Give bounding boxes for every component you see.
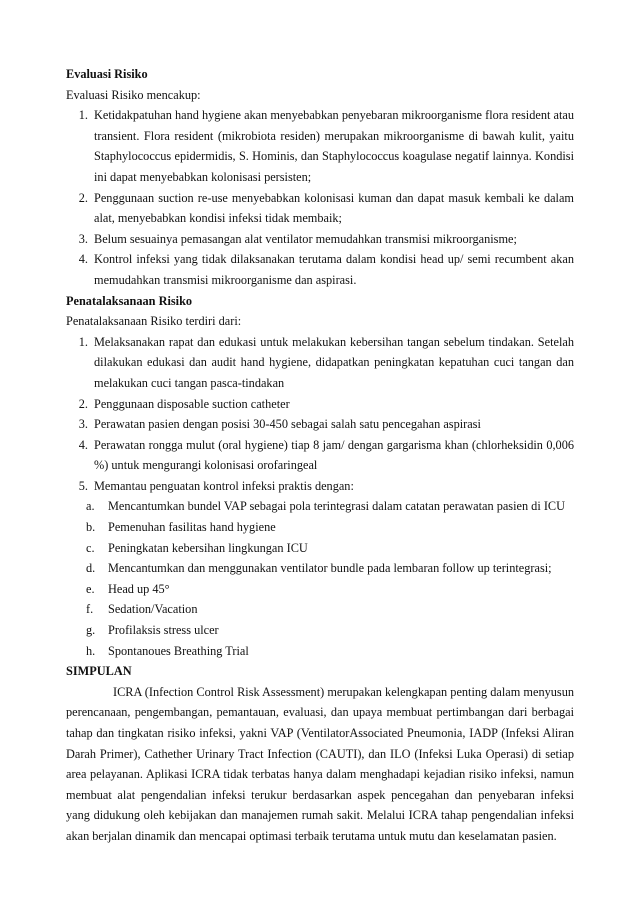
item-number: 3. <box>78 231 88 246</box>
item-number: 4. <box>78 252 88 267</box>
sub-list <box>66 496 574 661</box>
sub-item-letter: a. <box>86 499 95 514</box>
sub-item-text: Head up 45° <box>108 581 170 596</box>
sub-item <box>66 517 574 538</box>
sub-item-text: Mencantumkan bundel VAP sebagai pola terintegrasi dalam catatan perawatan pasien di ICU <box>108 499 566 514</box>
item-text: Melaksanakan rapat dan edukasi untuk melakukan kebersihan tangan sebelum tindakan. Setelah dilakukan edukasi dan audit hand hygiene, didapatkan peningkatan kepatuhan cuci tangan dan melakukan cuci tangan pasca-tindakan <box>94 334 574 390</box>
sub-item <box>66 641 574 662</box>
evaluasi-item <box>66 249 574 290</box>
sub-item-text: Pemenuhan fasilitas hand hygiene <box>108 520 276 535</box>
item-number: 3. <box>78 417 88 432</box>
sub-item-letter: b. <box>86 520 96 535</box>
sub-item-letter: g. <box>86 623 96 638</box>
sub-item <box>66 579 574 600</box>
item-number: 1. <box>78 334 88 349</box>
penatalaksanaan-heading: Penatalaksanaan Risiko <box>66 293 193 308</box>
sub-item-letter: e. <box>86 581 95 596</box>
sub-item-text: Spontanoues Breathing Trial <box>108 643 249 658</box>
item-number: 2. <box>78 190 88 205</box>
sub-item <box>66 558 574 579</box>
sub-item <box>66 599 574 620</box>
item-text: Penggunaan suction re-use menyebabkan kolonisasi kuman dan dapat masuk kembali ke dalam alat, menyebabkan kondisi infeksi tidak membaik; <box>94 190 574 226</box>
sub-item-text: Peningkatan kebersihan lingkungan ICU <box>108 540 308 555</box>
penatalaksanaan-list <box>66 332 574 662</box>
item-number: 4. <box>78 437 88 452</box>
sub-item <box>66 620 574 641</box>
evaluasi-list <box>66 105 574 290</box>
sub-item <box>66 538 574 559</box>
evaluasi-item <box>66 188 574 229</box>
penatalaksanaan-item <box>66 332 574 394</box>
item-text: Perawatan pasien dengan posisi 30-450 sebagai salah satu pencegahan aspirasi <box>94 417 481 432</box>
sub-item <box>66 496 574 517</box>
sub-item-text: Profilaksis stress ulcer <box>108 623 219 638</box>
item-text: Perawatan rongga mulut (oral hygiene) tiap 8 jam/ dengan gargarisma khan (chlorheksidin 0,006 %) untuk mengurangi kolonisasi orofaringeal <box>94 437 574 473</box>
item-number: 1. <box>78 108 88 123</box>
penatalaksanaan-item <box>66 476 574 497</box>
evaluasi-item <box>66 229 574 250</box>
document-page <box>66 64 574 847</box>
sub-item-letter: h. <box>86 643 96 658</box>
item-text: Kontrol infeksi yang tidak dilaksanakan terutama dalam kondisi head up/ semi recumbent akan memudahkan transmisi mikroorganisme dan aspirasi. <box>94 252 574 287</box>
sub-item-letter: f. <box>86 602 94 617</box>
penatalaksanaan-item <box>66 394 574 415</box>
simpulan-heading: SIMPULAN <box>66 664 132 679</box>
item-number: 5. <box>78 478 88 493</box>
item-text: Belum sesuainya pemasangan alat ventilator memudahkan transmisi mikroorganisme; <box>94 231 517 246</box>
item-text: Memantau penguatan kontrol infeksi praktis dengan: <box>94 478 354 493</box>
evaluasi-heading: Evaluasi Risiko <box>66 67 148 81</box>
sub-item-letter: c. <box>86 540 95 555</box>
sub-item-text: Sedation/Vacation <box>108 602 198 617</box>
penatalaksanaan-item <box>66 414 574 435</box>
simpulan-paragraph: ICRA (Infection Control Risk Assessment) merupakan kelengkapan penting dalam menyusun perencanaan, pengembangan, pemantauan, evaluasi, dan upaya membuat pertimbangan dari berbagai tahap dan tingkatan risiko infeksi, yakni VAP (VentilatorAssociated Pneumonia, IADP (Infeksi Aliran Darah Primer), Cathether Urinary Tract Infection (CAUTI), dan ILO (Infeksi Luka Operasi) di setiap area pelayanan. Aplikasi ICRA tidak terbatas hanya dalam menghadapi kejadian risiko infeksi, namun membuat alat pengendalian infeksi terukur berdasarkan aspek pencegahan dan penyebaran infeksi yang didukung oleh kebijakan dan manajemen rumah sakit. Melalui ICRA tahap pengendalian infeksi akan berjalan dinamik dan mencapai optimasi terbaik terutama untuk mutu dan keselamatan pasien. <box>66 684 574 843</box>
item-text: Ketidakpatuhan hand hygiene akan menyebabkan penyebaran mikroorganisme flora resident atau transient. Flora resident (mikrobiota residen) merupakan mikroorganisme di bawah kulit, yaitu Staphylococcus epidermidis, S. Hominis, dan Staphylococcus koagulase negatif lainnya. Kondisi ini dapat menyebabkan kolonisasi persisten; <box>94 108 574 184</box>
item-number: 2. <box>78 396 88 411</box>
evaluasi-intro: Evaluasi Risiko mencakup: <box>66 87 201 102</box>
sub-item-text: Mencantumkan dan menggunakan ventilator bundle pada lembaran follow up terintegrasi; <box>108 561 552 576</box>
penatalaksanaan-intro: Penatalaksanaan Risiko terdiri dari: <box>66 314 242 329</box>
sub-item-letter: d. <box>86 561 96 576</box>
item-text: Penggunaan disposable suction catheter <box>94 396 290 411</box>
penatalaksanaan-item <box>66 435 574 476</box>
evaluasi-item <box>66 105 574 187</box>
